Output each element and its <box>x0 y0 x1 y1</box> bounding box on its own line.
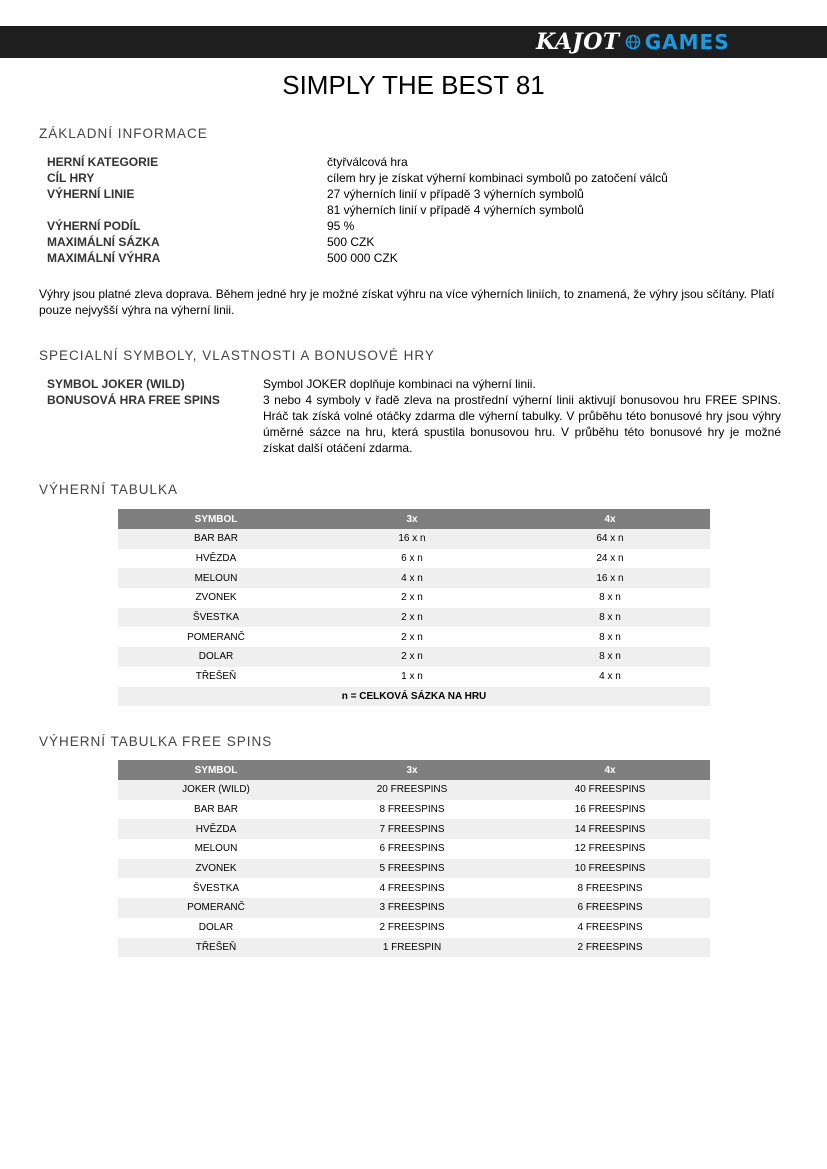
table-row <box>118 588 710 608</box>
logo-kajot-text: KAJOT <box>536 29 620 55</box>
info-value-lines-1: 27 výherních linií v případě 3 výherních symbolů <box>327 187 584 201</box>
special-heading: SPECIALNÍ SYMBOLY, VLASTNOSTI A BONUSOVÉ HRY <box>39 348 435 363</box>
paytable-header-4x: 4x <box>510 509 710 529</box>
table-cell: 12 FREESPINS <box>510 839 710 859</box>
table-cell: ZVONEK <box>118 859 314 879</box>
table-cell: 40 FREESPINS <box>510 780 710 800</box>
header-bar <box>0 26 827 58</box>
special-label-freespins: BONUSOVÁ HRA FREE SPINS <box>47 393 220 407</box>
table-cell: DOLAR <box>118 647 314 667</box>
paytable <box>118 509 710 706</box>
rules-paragraph: Výhry jsou platné zleva doprava. Během jedné hry je možné získat výhru na více výherních liniích, to znamená, že výhry jsou sčítány. Platí pouze nejvyšší výhra na výherní linii. <box>39 287 775 317</box>
table-cell: ŠVESTKA <box>118 878 314 898</box>
table-cell: 2 x n <box>314 608 510 628</box>
table-cell: 64 x n <box>510 529 710 549</box>
table-cell: DOLAR <box>118 918 314 938</box>
table-cell: 5 FREESPINS <box>314 859 510 879</box>
info-label-rtp: VÝHERNÍ PODÍL <box>47 219 141 233</box>
table-cell: 16 FREESPINS <box>510 800 710 820</box>
table-row <box>118 549 710 569</box>
freespins-header-4x: 4x <box>510 760 710 780</box>
info-value-category: čtyřválcová hra <box>327 155 408 169</box>
table-cell: 4 FREESPINS <box>510 918 710 938</box>
table-cell: POMERANČ <box>118 627 314 647</box>
basic-info-heading: ZÁKLADNÍ INFORMACE <box>39 126 208 141</box>
table-cell: 8 FREESPINS <box>510 878 710 898</box>
table-cell: MELOUN <box>118 839 314 859</box>
table-row <box>118 819 710 839</box>
table-cell: 8 x n <box>510 608 710 628</box>
paytable-note-row <box>118 687 710 707</box>
table-cell: POMERANČ <box>118 898 314 918</box>
table-row <box>118 938 710 958</box>
info-label-lines: VÝHERNÍ LINIE <box>47 187 135 201</box>
table-cell: 24 x n <box>510 549 710 569</box>
freespins-heading: VÝHERNÍ TABULKA FREE SPINS <box>39 734 273 749</box>
table-cell: 1 FREESPIN <box>314 938 510 958</box>
freespins-table <box>118 760 710 957</box>
paytable-header-3x: 3x <box>314 509 510 529</box>
table-cell: JOKER (WILD) <box>118 780 314 800</box>
table-cell: BAR BAR <box>118 800 314 820</box>
special-text-freespins: 3 nebo 4 symboly v řadě zleva na prostřední výherní linii aktivují bonusovou hru FREE SPINS. Hráč tak získá volné otáčky zdarma dle výherní tabulky. V průběhu této bonusové hry jsou výhry úměrné sázce na hru, která spustila bonusovou hru. V průběhu této bonusové hry je možné získat další otáčení zdarma. <box>263 393 781 455</box>
table-cell: 8 x n <box>510 627 710 647</box>
table-cell: 6 x n <box>314 549 510 569</box>
table-cell: 6 FREESPINS <box>314 839 510 859</box>
table-cell: 6 FREESPINS <box>510 898 710 918</box>
info-value-max-win: 500 000 CZK <box>327 251 398 265</box>
kajot-games-logo <box>536 29 730 55</box>
table-cell: TŘEŠEŇ <box>118 938 314 958</box>
info-value-lines-2: 81 výherních linií v případě 4 výherních symbolů <box>327 203 584 217</box>
table-row <box>118 667 710 687</box>
table-row <box>118 608 710 628</box>
info-label-max-win: MAXIMÁLNÍ VÝHRA <box>47 251 161 265</box>
table-cell: 16 x n <box>314 529 510 549</box>
table-cell: 4 FREESPINS <box>314 878 510 898</box>
paytable-note: n = CELKOVÁ SÁZKA NA HRU <box>118 687 710 707</box>
table-cell: TŘEŠEŇ <box>118 667 314 687</box>
table-row <box>118 918 710 938</box>
special-label-joker: SYMBOL JOKER (WILD) <box>47 377 185 391</box>
table-cell: 2 x n <box>314 647 510 667</box>
table-cell: 4 x n <box>510 667 710 687</box>
info-label-goal: CÍL HRY <box>47 171 95 185</box>
table-row <box>118 859 710 879</box>
table-cell: 2 FREESPINS <box>510 938 710 958</box>
table-cell: 14 FREESPINS <box>510 819 710 839</box>
freespins-header-symbol: SYMBOL <box>118 760 314 780</box>
table-cell: 16 x n <box>510 568 710 588</box>
table-cell: 3 FREESPINS <box>314 898 510 918</box>
paytable-heading: VÝHERNÍ TABULKA <box>39 482 179 497</box>
table-row <box>118 568 710 588</box>
page-title: SIMPLY THE BEST 81 <box>282 70 545 100</box>
table-cell: 8 x n <box>510 588 710 608</box>
table-row <box>118 529 710 549</box>
table-cell: 2 x n <box>314 588 510 608</box>
table-cell: HVĚZDA <box>118 549 314 569</box>
logo-games-text: GAMES <box>644 30 730 54</box>
table-cell: HVĚZDA <box>118 819 314 839</box>
table-cell: 20 FREESPINS <box>314 780 510 800</box>
table-cell: 8 x n <box>510 647 710 667</box>
info-value-goal: cílem hry je získat výherní kombinaci symbolů po zatočení válců <box>327 171 668 185</box>
table-row <box>118 780 710 800</box>
table-cell: MELOUN <box>118 568 314 588</box>
table-cell: 10 FREESPINS <box>510 859 710 879</box>
table-cell: 2 FREESPINS <box>314 918 510 938</box>
paytable-header-symbol: SYMBOL <box>118 509 314 529</box>
table-cell: ŠVESTKA <box>118 608 314 628</box>
table-cell: BAR BAR <box>118 529 314 549</box>
special-text-joker: Symbol JOKER doplňuje kombinaci na výherní linii. <box>263 377 536 391</box>
freespins-header-3x: 3x <box>314 760 510 780</box>
info-label-max-bet: MAXIMÁLNÍ SÁZKA <box>47 235 160 249</box>
table-row <box>118 800 710 820</box>
info-value-max-bet: 500 CZK <box>327 235 375 249</box>
table-cell: 1 x n <box>314 667 510 687</box>
info-value-rtp: 95 % <box>327 219 355 233</box>
table-cell: 7 FREESPINS <box>314 819 510 839</box>
globe-icon <box>625 34 641 50</box>
table-row <box>118 627 710 647</box>
table-row <box>118 839 710 859</box>
table-cell: 2 x n <box>314 627 510 647</box>
table-row <box>118 898 710 918</box>
table-cell: 8 FREESPINS <box>314 800 510 820</box>
table-cell: ZVONEK <box>118 588 314 608</box>
table-cell: 4 x n <box>314 568 510 588</box>
info-label-category: HERNÍ KATEGORIE <box>47 155 159 169</box>
table-row <box>118 647 710 667</box>
table-row <box>118 878 710 898</box>
